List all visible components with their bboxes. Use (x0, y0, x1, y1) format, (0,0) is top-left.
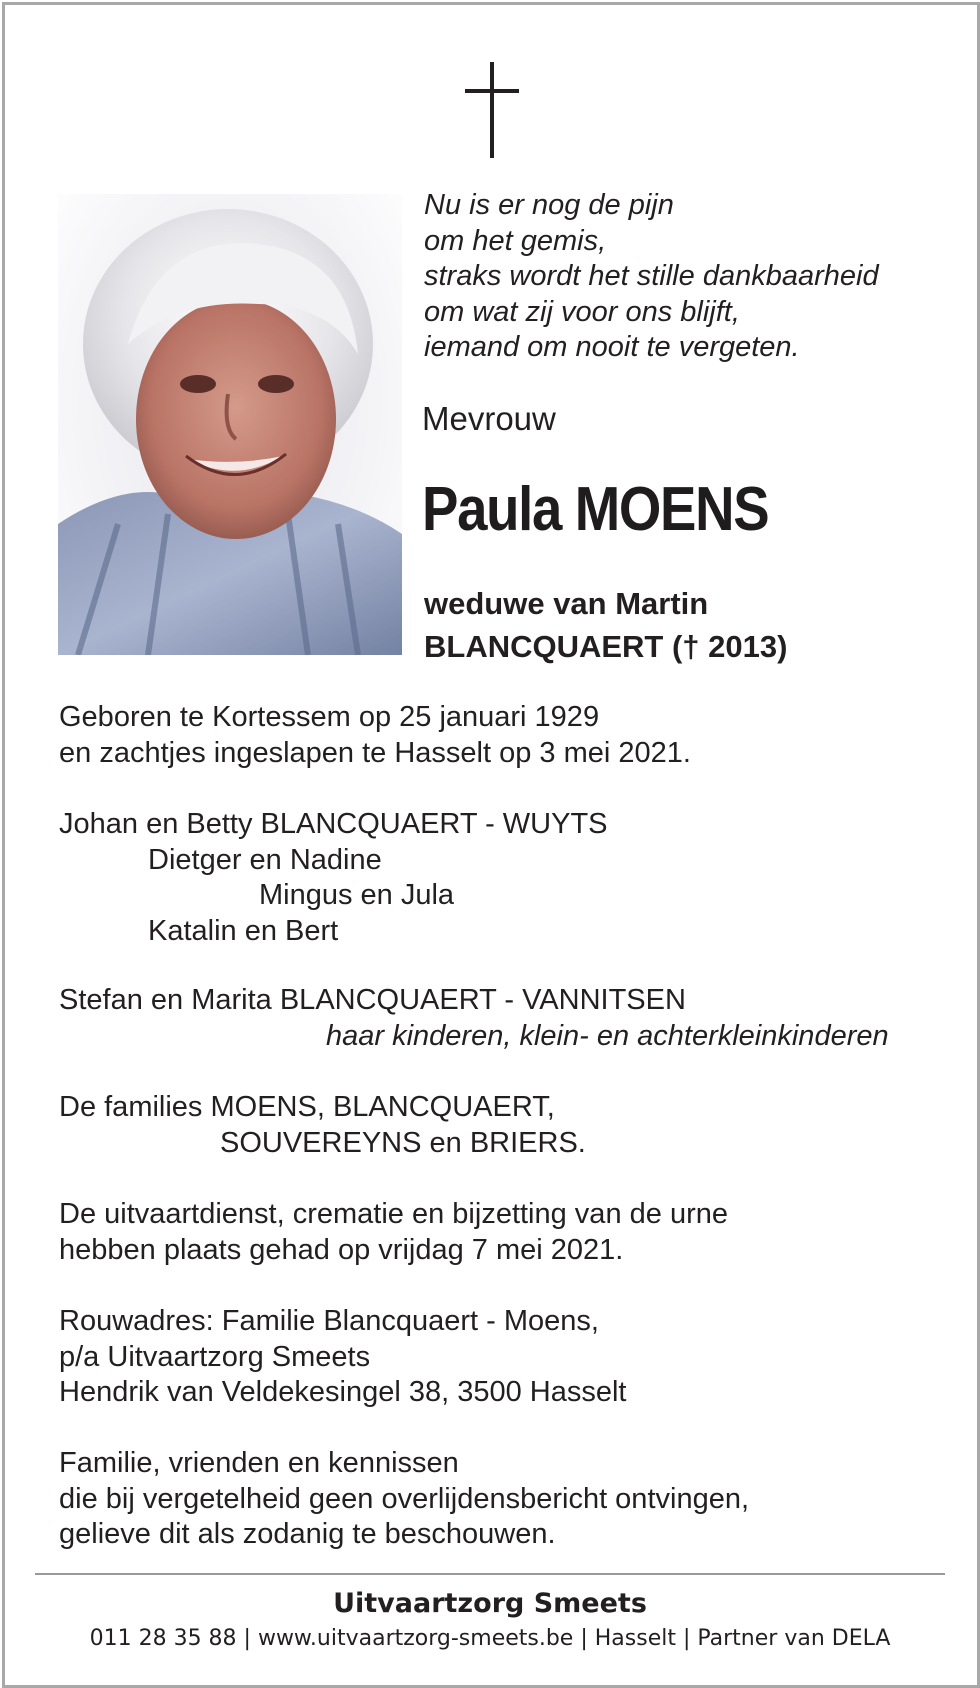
family-grandchild: Mingus en Jula (259, 879, 455, 911)
text-line: hebben plaats gehad op vrijdag 7 mei 2021. (59, 1233, 624, 1266)
funeral-home-name: Uitvaartzorg Smeets (333, 1588, 647, 1619)
family-head: Stefan en Marita BLANCQUAERT - VANNITSEN (59, 984, 686, 1016)
text-line: p/a Uitvaartzorg Smeets (59, 1340, 371, 1373)
deceased-name: Paula MOENS (422, 475, 769, 544)
text-line: Familie, vrienden en kennissen (59, 1447, 459, 1479)
poem-line: Nu is er nog de pijn (424, 189, 674, 221)
funeral-home-contact: 011 28 35 88 | www.uitvaartzorg-smeets.be | Hasselt | Partner van DELA (89, 1626, 891, 1651)
text-line: Geboren te Kortessem op 25 januari 1929 (59, 701, 600, 733)
text-line: die bij vergetelheid geen overlijdensbericht ontvingen, (59, 1482, 750, 1515)
text-line: Rouwadres: Familie Blancquaert - Moens, (59, 1305, 599, 1337)
family-child: Katalin en Bert (148, 914, 339, 947)
poem (424, 188, 879, 366)
text-line: Hendrik van Veldekesingel 38, 3500 Hasselt (59, 1376, 627, 1408)
text-line: SOUVEREYNS en BRIERS. (220, 1126, 586, 1159)
portrait-photo (58, 194, 402, 655)
text-line: en zachtjes ingeslapen te Hasselt op 3 mei 2021. (59, 736, 691, 769)
family-johan (59, 807, 608, 949)
poem-line: om wat zij voor ons blijft, (424, 295, 740, 328)
widow-line: BLANCQUAERT († 2013) (424, 629, 788, 664)
families-text (59, 1090, 586, 1161)
widow-of (424, 582, 787, 668)
family-head: Johan en Betty BLANCQUAERT - WUYTS (59, 808, 608, 840)
honorific: Mevrouw (422, 400, 556, 437)
text-line: De uitvaartdienst, crematie en bijzetting van de urne (59, 1198, 728, 1230)
address-text (59, 1304, 626, 1411)
notice-text (59, 1446, 749, 1553)
family-child: Dietger en Nadine (148, 843, 382, 876)
text-line: De families MOENS, BLANCQUAERT, (59, 1091, 555, 1123)
poem-line: om het gemis, (424, 224, 607, 257)
birth-death-text (59, 700, 691, 771)
service-text (59, 1197, 728, 1268)
poem-line: iemand om nooit te vergeten. (424, 331, 800, 363)
family-stefan (59, 983, 686, 1019)
text-line: gelieve dit als zodanig te beschouwen. (59, 1518, 556, 1550)
footer-divider (35, 1573, 945, 1575)
cross-icon (462, 62, 522, 158)
widow-line: weduwe van Martin (424, 586, 709, 621)
poem-line: straks wordt het stille dankbaarheid (424, 260, 879, 292)
family-caption: haar kinderen, klein- en achterkleinkinderen (326, 1020, 889, 1052)
